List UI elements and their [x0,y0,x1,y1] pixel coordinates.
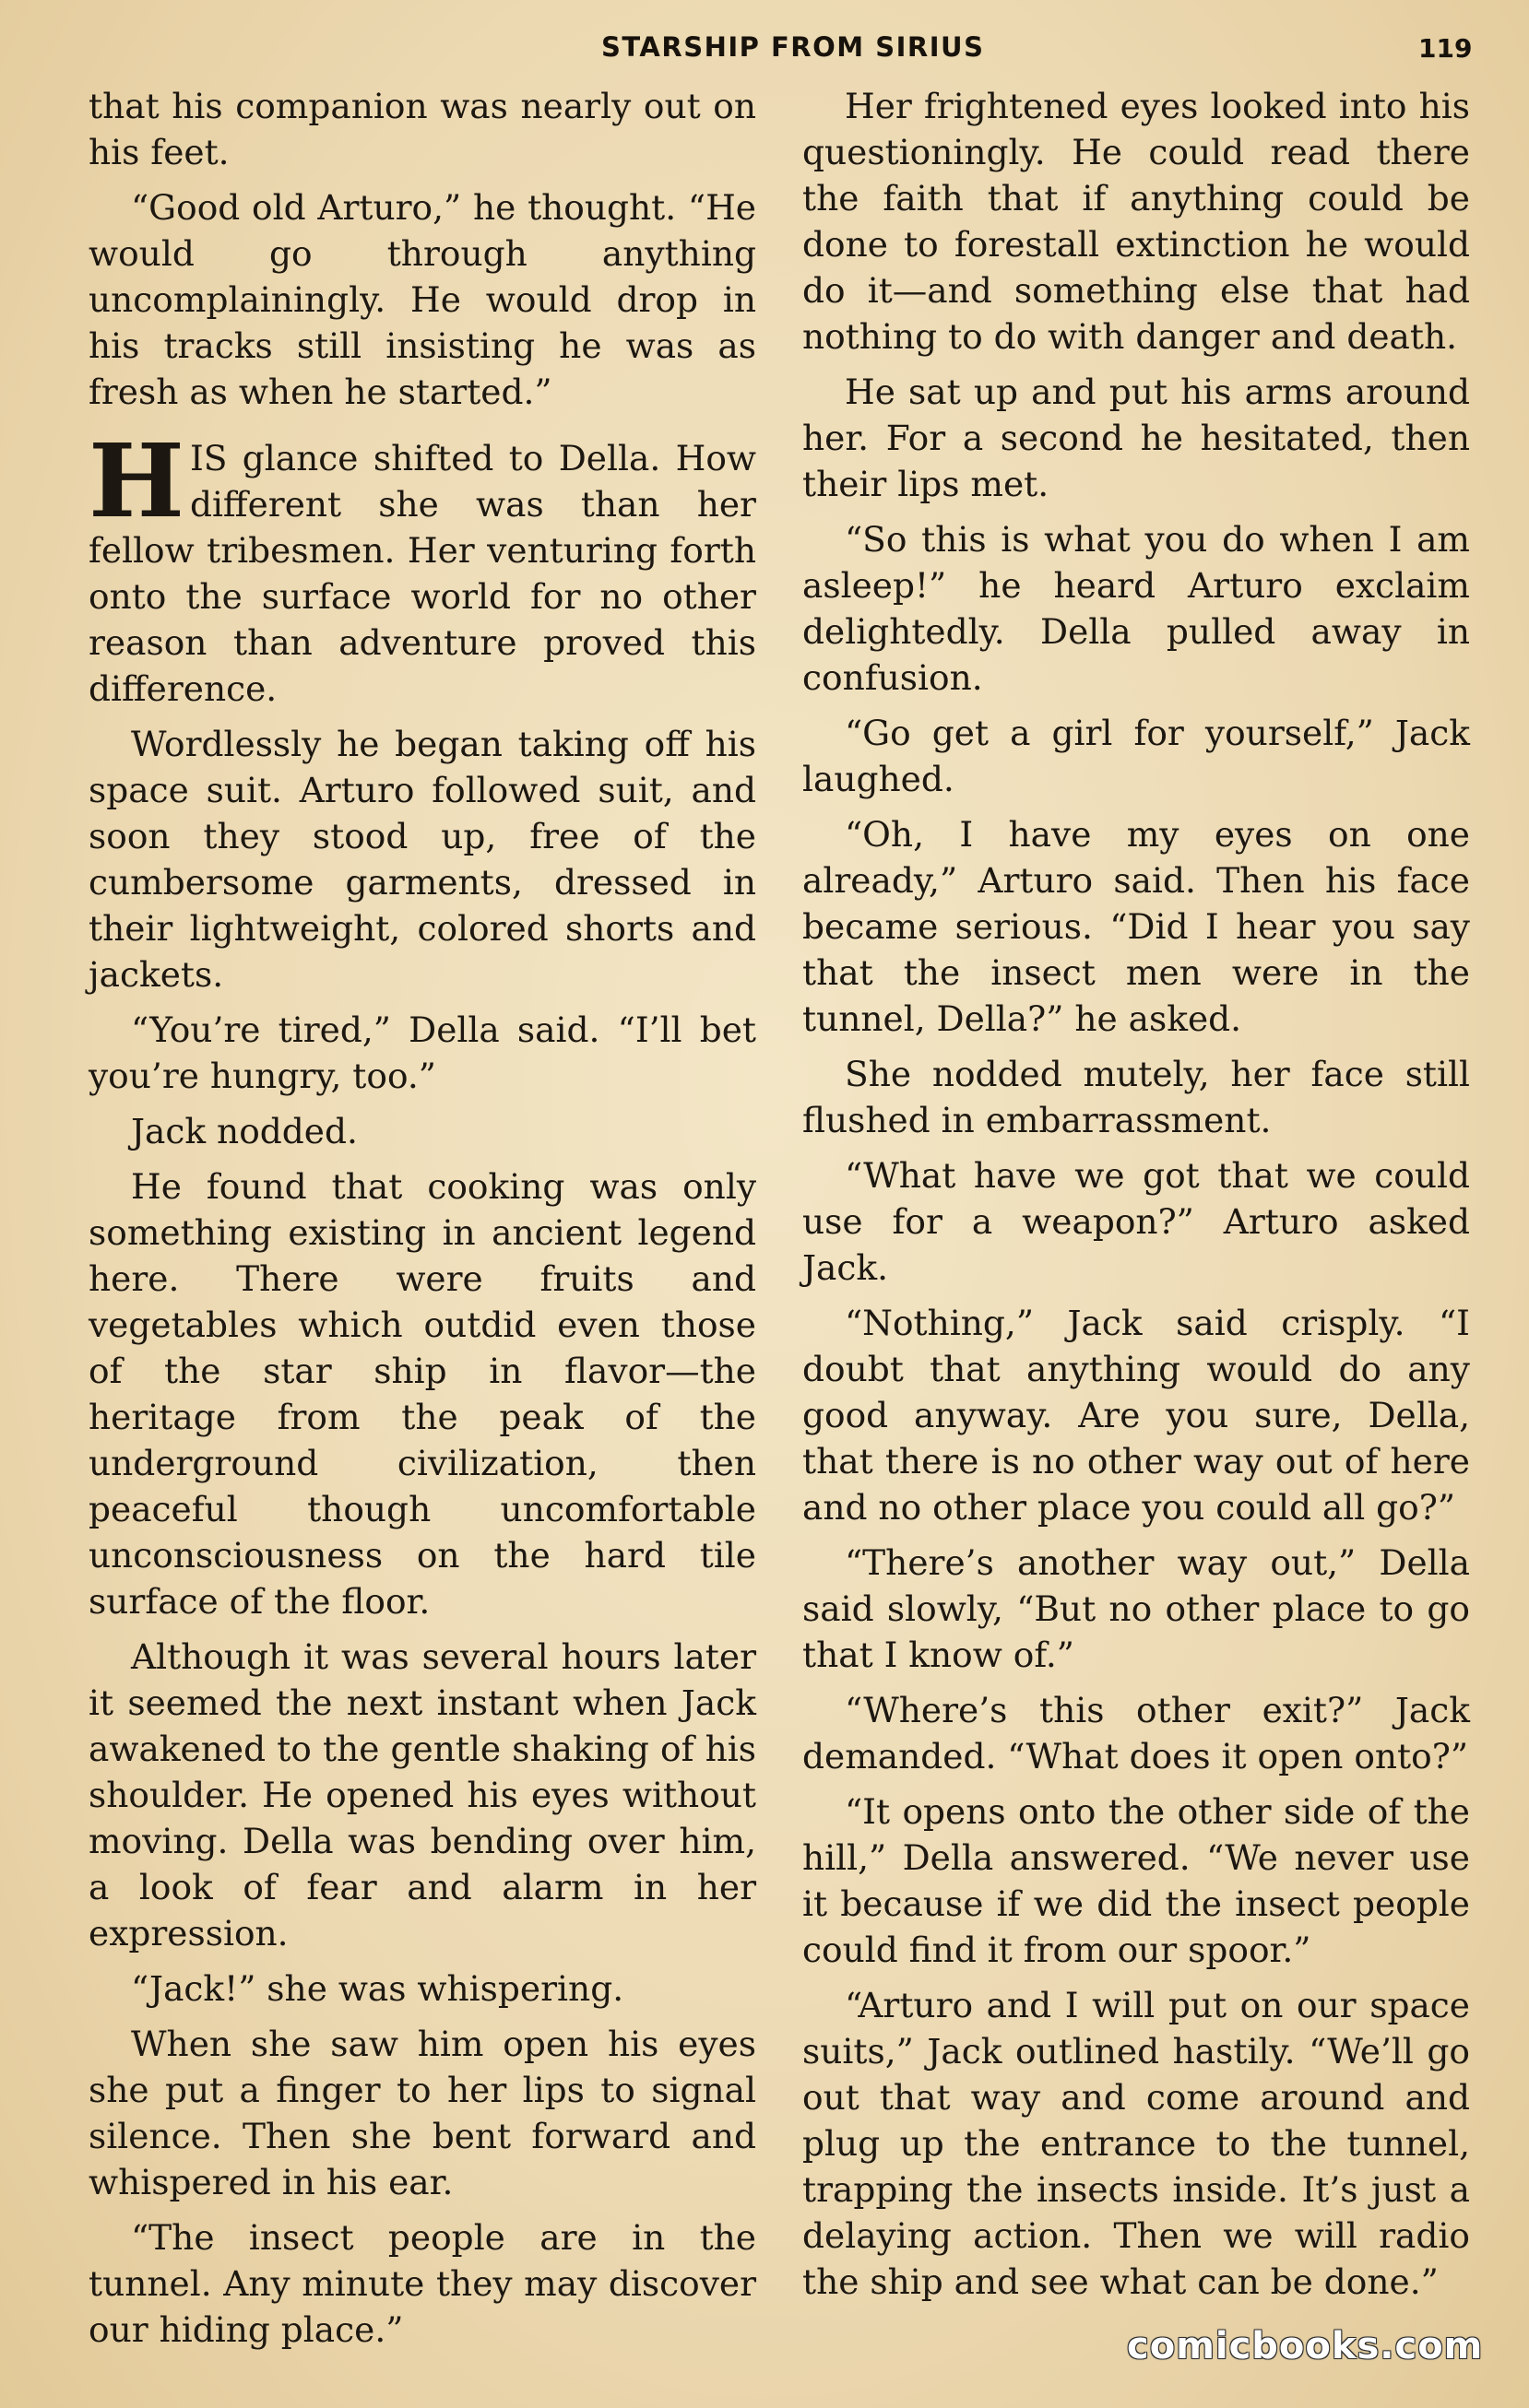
site-watermark: comicbooks.com [1127,2325,1484,2367]
paragraph: Wordlessly he began taking off his space suit. Arturo followed suit, and soon they stood up, free of the cumbersome garments, dressed in their lightweight, colored shorts and jackets. [89,724,756,995]
paragraph: “What have we got that we could use for a weapon?” Arturo asked Jack. [802,1155,1470,1288]
paragraph: Jack nodded. [131,1111,358,1151]
paragraph: “You’re tired,” Della said. “I’ll bet you’re hungry, too.” [89,1009,756,1096]
paragraph: Although it was several hours later it seemed the next instant when Jack awakened to the gentle shaking of his shoulder. He opened his eyes without moving. Della was bending over him, a look of fear and alarm in her expression. [89,1636,756,1954]
paragraph: “Where’s this other exit?” Jack demanded. “What does it open onto?” [802,1690,1470,1776]
paragraph: Her frightened eyes looked into his questioningly. He could read there the faith that if anything could be done to forestall extinction he would do it—and something else that had nothing to do with danger and death. [802,86,1470,357]
paragraph: “So this is what you do when I am asleep!” he heard Arturo exclaim delightedly. Della pulled away in confusion. [802,519,1470,698]
paragraph: “The insect people are in the tunnel. Any minute they may discover our hiding place.” [89,2217,756,2350]
paragraph: “Go get a girl for yourself,” Jack laughed. [802,713,1470,799]
drop-cap: H [89,421,184,540]
paragraph: “There’s another way out,” Della said slowly, “But no other place to go that I know of.” [802,1542,1470,1675]
paragraph: “Good old Arturo,” he thought. “He would go through anything uncomplainingly. He would drop in his tracks still insisting he was as fresh as when he started.” [89,187,756,412]
left-column [89,83,756,2362]
paragraph: “It opens onto the other side of the hill,” Della answered. “We never use it because if we did the insect people could find it from our spoor.” [802,1791,1470,1970]
page-header [0,31,1529,77]
paragraph: “Oh, I have my eyes on one already,” Arturo said. Then his face became serious. “Did I hear you say that the insect men were in the tunnel, Della?” he asked. [802,814,1470,1039]
paragraph: that his companion was nearly out on his feet. [89,86,756,172]
dropcap-paragraph-text: IS glance shifted to Della. How different she was than her fellow tribesmen. Her venturing forth onto the surface world for no other reason than adventure proved this difference. [89,438,756,709]
running-title: STARSHIP FROM SIRIUS [601,31,985,63]
right-column [802,83,1470,2314]
paragraph: He sat up and put his arms around her. For a second he hesitated, then their lips met. [802,372,1470,504]
paragraph: When she saw him open his eyes she put a finger to her lips to signal silence. Then she bent forward and whispered in his ear. [89,2024,756,2202]
paragraph: She nodded mutely, her face still flushed in embarrassment. [802,1054,1470,1140]
paragraph: “Jack!” she was whispering. [131,1968,624,2009]
dropcap-paragraph [89,421,756,712]
page-number: 119 [1418,33,1473,64]
paragraph: “Nothing,” Jack said crisply. “I doubt that anything would do any good anyway. Are you sure, Della, that there is no other way out of here and no other place you could all go?” [802,1303,1470,1528]
paragraph: “Arturo and I will put on our space suits,” Jack outlined hastily. “We’ll go out that way and come around and plug up the entrance to the tunnel, trapping the insects inside. It’s just a delaying action. Then we will radio the ship and see what can be done.” [802,1985,1470,2302]
paragraph: He found that cooking was only something existing in ancient legend here. There were fruits and vegetables which outdid even those of the star ship in flavor—the heritage from the peak of the underground civilization, then peaceful though uncomfortable unconsciousness on the hard tile surface of the floor. [89,1166,756,1622]
